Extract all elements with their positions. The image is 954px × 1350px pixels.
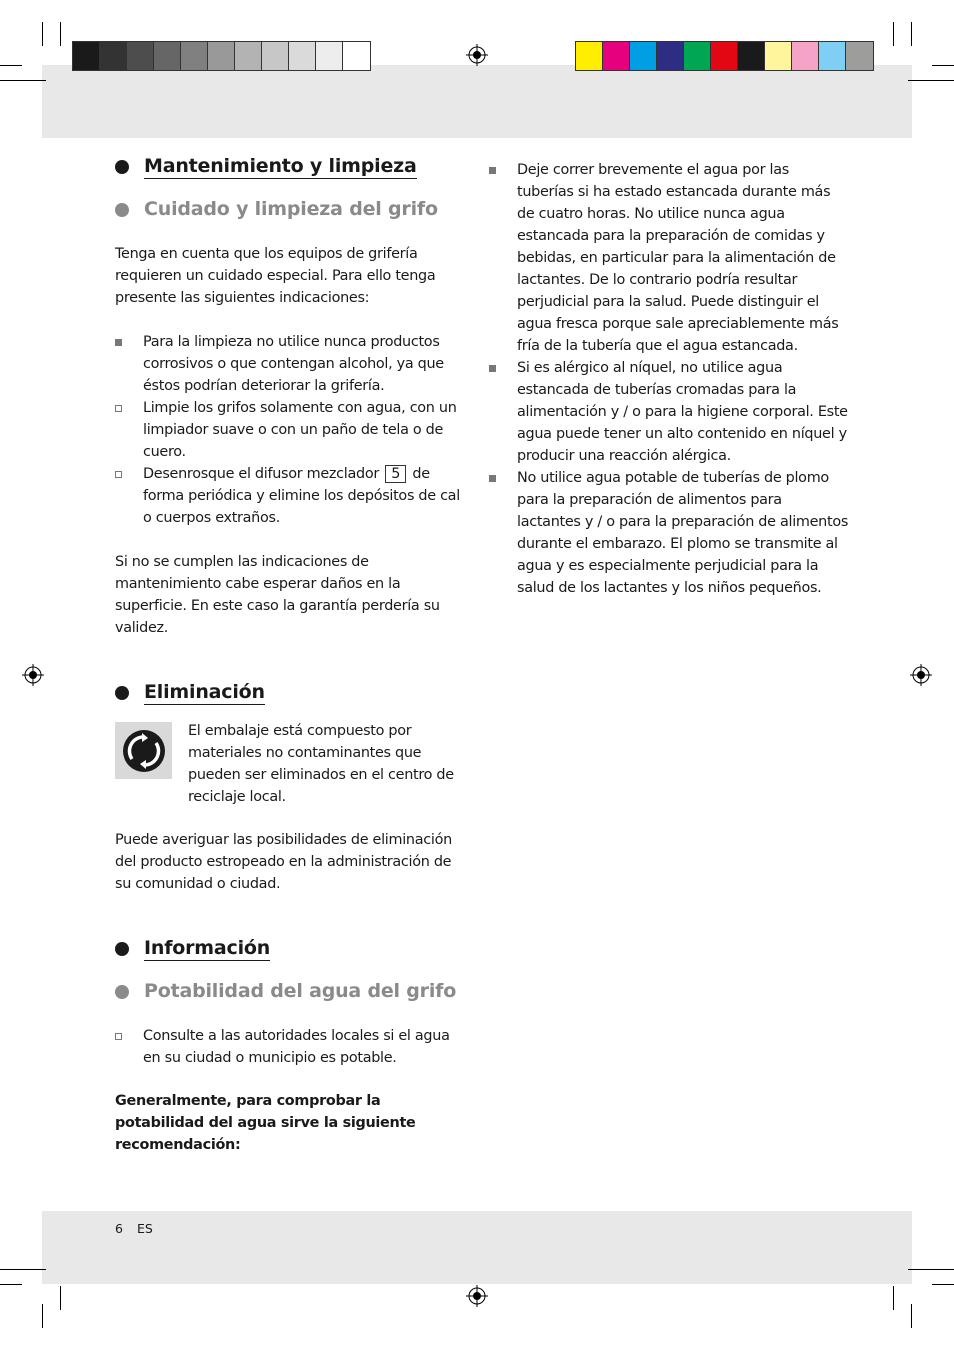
potability-list <box>115 1025 470 1069</box>
crop-mark <box>893 1286 894 1310</box>
green-dot-recycling-icon <box>115 722 172 779</box>
color-swatch <box>154 42 181 70</box>
list-item: Deje correr brevemente el agua por las tuberías si ha estado estancada durante más de cuatro horas. No utilice nunca agua estancada para la preparación de comidas y bebidas, en particular para la alimentación de lactantes. De lo contrario podría resultar perjudicial para la salud. Puede distinguir el agua fresca porque sale apreciablemente más fría de la tubería que el agua estancada. <box>489 159 849 357</box>
color-swatch <box>208 42 235 70</box>
list-item: Para la limpieza no utilice nunca productos corrosivos o que contengan alcohol, ya que éstos podrían deteriorar la grifería. <box>115 331 470 397</box>
crop-mark <box>42 1304 43 1328</box>
color-swatch <box>343 42 370 70</box>
right-column <box>489 159 849 599</box>
crop-mark <box>0 80 46 81</box>
square-bullet-icon <box>115 339 122 346</box>
registration-mark-icon <box>466 1285 488 1307</box>
color-swatch <box>73 42 100 70</box>
disposal-text: Puede averiguar las posibilidades de eliminación del producto estropeado en la administración de su comunidad o ciudad. <box>115 832 452 892</box>
crop-mark <box>893 22 894 46</box>
color-swatch <box>181 42 208 70</box>
color-swatch <box>630 42 657 70</box>
color-swatch <box>711 42 738 70</box>
top-band <box>42 65 912 138</box>
registration-mark-icon <box>22 664 44 686</box>
list-item: No utilice agua potable de tuberías de plomo para la preparación de alimentos para lactantes y / o para la preparación de alimentos durante el embarazo. El plomo se transmite al agua y es especialmente perjudicial para la salud de los lactantes y los niños pequeños. <box>489 467 849 599</box>
color-swatch <box>603 42 630 70</box>
water-safety-list <box>489 159 849 599</box>
heading-information: Información <box>115 937 470 961</box>
registration-mark-icon <box>466 44 488 66</box>
heading-potability: Potabilidad del agua del grifo <box>115 980 470 1003</box>
part-reference: 5 <box>385 465 406 483</box>
recommendation-text: Generalmente, para comprobar la potabilidad del agua sirve la siguiente recomendación: <box>115 1093 416 1153</box>
crop-mark <box>932 65 954 66</box>
open-square-bullet-icon <box>115 471 122 478</box>
language-code: ES <box>136 1221 153 1236</box>
open-square-bullet-icon <box>115 405 122 412</box>
crop-mark <box>932 1284 954 1285</box>
color-swatch <box>738 42 765 70</box>
list-item: Si es alérgico al níquel, no utilice agua estancada de tuberías cromadas para la alimentación y / o para la higiene corporal. Este agua puede tener un alto contenido en níquel y producir una reacción alérgica. <box>489 357 849 467</box>
heading-maintenance: Mantenimiento y limpieza <box>115 155 470 179</box>
crop-mark <box>60 22 61 46</box>
crop-mark <box>911 1304 912 1328</box>
color-swatch <box>235 42 262 70</box>
crop-mark <box>0 1269 46 1270</box>
page-number: 6 <box>115 1221 123 1236</box>
bottom-band <box>42 1211 912 1284</box>
color-swatch <box>657 42 684 70</box>
list-item: Desenrosque el difusor mezclador 5 de forma periódica y elimine los depósitos de cal o cuerpos extraños. <box>115 463 470 529</box>
color-swatch <box>316 42 343 70</box>
color-swatch <box>819 42 846 70</box>
heading-faucet-care: Cuidado y limpieza del grifo <box>115 198 470 221</box>
color-swatch <box>792 42 819 70</box>
heading-bullet-icon <box>115 203 129 217</box>
warranty-warning: Si no se cumplen las indicaciones de mantenimiento cabe esperar daños en la superficie. En este caso la garantía perdería su validez. <box>115 554 440 636</box>
crop-mark <box>0 1284 22 1285</box>
care-list <box>115 331 470 529</box>
open-square-bullet-icon <box>115 1033 122 1040</box>
color-swatch <box>100 42 127 70</box>
care-intro: Tenga en cuenta que los equipos de grifería requieren un cuidado especial. Para ello tenga presente las siguientes indicaciones: <box>115 246 436 306</box>
color-swatch <box>127 42 154 70</box>
registration-mark-icon <box>910 664 932 686</box>
recycle-block <box>115 720 470 808</box>
color-swatch <box>289 42 316 70</box>
color-swatch <box>576 42 603 70</box>
crop-mark <box>911 22 912 46</box>
color-swatch <box>262 42 289 70</box>
heading-disposal: Eliminación <box>115 681 470 705</box>
heading-bullet-icon <box>115 686 129 700</box>
crop-mark <box>908 1269 954 1270</box>
heading-bullet-icon <box>115 160 129 174</box>
recycle-text: El embalaje está compuesto por materiales no contaminantes que pueden ser eliminados en el centro de reciclaje local. <box>188 723 454 805</box>
square-bullet-icon <box>489 167 496 174</box>
color-swatch <box>765 42 792 70</box>
heading-bullet-icon <box>115 942 129 956</box>
list-item: Limpie los grifos solamente con agua, con un limpiador suave o con un paño de tela o de cuero. <box>115 397 470 463</box>
page-footer <box>115 1221 153 1236</box>
color-swatch-strip <box>575 41 874 71</box>
list-item: Consulte a las autoridades locales si el agua en su ciudad o municipio es potable. <box>115 1025 470 1069</box>
crop-mark <box>908 80 954 81</box>
crop-mark <box>42 22 43 46</box>
color-swatch <box>846 42 873 70</box>
crop-mark <box>0 65 22 66</box>
square-bullet-icon <box>489 365 496 372</box>
square-bullet-icon <box>489 475 496 482</box>
crop-mark <box>60 1286 61 1310</box>
grayscale-swatch-strip <box>72 41 371 71</box>
left-column <box>115 150 470 1156</box>
heading-bullet-icon <box>115 985 129 999</box>
color-swatch <box>684 42 711 70</box>
